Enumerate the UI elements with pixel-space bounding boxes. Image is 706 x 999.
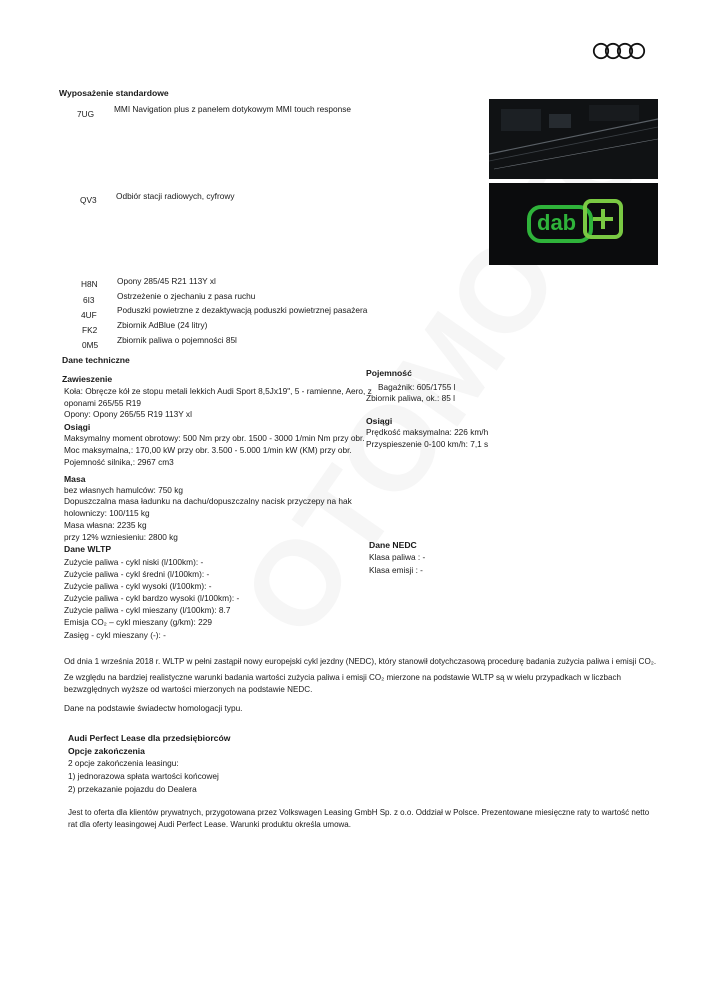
performance-right-line: Przyspieszenie 0-100 km/h: 7,1 s — [366, 439, 489, 449]
equipment-text: Odbiór stacji radiowych, cyfrowy — [116, 191, 235, 201]
wltp-note: Od dnia 1 września 2018 r. WLTP w pełni zastąpił nowy europejski cykl jezdny (NEDC), który stanowił dotychczasową procedurę badania zużycia paliwa i emisji CO₂. — [64, 657, 657, 666]
equipment-text: Zbiornik AdBlue (24 litry) — [117, 320, 208, 330]
lease-subtitle: Opcje zakończenia — [68, 746, 145, 756]
performance-line: Pojemność silnika,: 2967 cm3 — [64, 457, 174, 467]
capacity-title: Pojemność — [366, 368, 412, 378]
wltp-title: Dane WLTP — [64, 544, 112, 554]
equipment-code: 4UF — [81, 310, 97, 320]
wltp-line: Zużycie paliwa - cykl bardzo wysoki (l/100km): - — [64, 593, 240, 603]
performance-line: Maksymalny moment obrotowy: 500 Nm przy obr. 1500 - 3000 1/min Nm przy obr. — [64, 433, 365, 443]
wltp-line: Zużycie paliwa - cykl mieszany (l/100km): 8.7 — [64, 605, 231, 615]
lease-line: 2) przekazanie pojazdu do Dealera — [68, 784, 197, 794]
audi-logo — [592, 42, 646, 60]
wltp-note: bezwzględnych wyższe od wartości mierzonych na podstawie NEDC. — [64, 685, 313, 694]
wltp-line: Zużycie paliwa - cykl niski (l/100km): - — [64, 557, 204, 567]
equipment-code: H8N — [81, 279, 98, 289]
capacity-line: Zbiornik paliwa, ok.: 85 l — [366, 393, 456, 403]
equipment-text: MMI Navigation plus z panelem dotykowym MMI touch response — [114, 104, 352, 114]
performance-right-title: Osiągi — [366, 416, 393, 426]
performance-title: Osiągi — [64, 422, 91, 432]
equipment-code: QV3 — [80, 195, 97, 205]
nedc-line: Klasa paliwa : - — [369, 552, 426, 562]
suspension-line: Koła: Obręcze kół ze stopu metali lekkich Audi Sport 8,5Jx19", 5 - ramienne, Aero, z — [64, 386, 372, 396]
mass-line: Masa własna: 2235 kg — [64, 520, 147, 530]
suspension-title: Zawieszenie — [62, 374, 113, 384]
tech-title: Dane techniczne — [62, 355, 130, 365]
equipment-code: 0M5 — [82, 340, 99, 350]
lease-line: 1) jednorazowa spłata wartości końcowej — [68, 771, 219, 781]
wltp-line: Emisja CO₂ – cykl mieszany (g/km): 229 — [64, 617, 212, 627]
suspension-line: Opony: Opony 265/55 R19 113Y xl — [64, 409, 192, 419]
lease-line: 2 opcje zakończenia leasingu: — [68, 758, 179, 768]
lease-disclaimer: Jest to oferta dla klientów prywatnych, przygotowana przez Volkswagen Leasing GmbH Sp. z o.o. Oddział w Polsce. Prezentowane miesięczne raty to wartość netto — [68, 808, 650, 817]
lease-title: Audi Perfect Lease dla przedsiębiorców — [68, 733, 231, 743]
capacity-line: Bagażnik: 605/1755 l — [378, 382, 456, 392]
wltp-note: Ze względu na bardziej realistyczne warunki badania wartości zużycia paliwa i emisji CO₂ mierzone na podstawie WLTP są w wielu przypadkach w liczbach — [64, 673, 622, 682]
homologation-note: Dane na podstawie świadectw homologacji typu. — [64, 703, 243, 713]
wltp-line: Zużycie paliwa - cykl średni (l/100km): - — [64, 569, 210, 579]
nedc-title: Dane NEDC — [369, 540, 417, 550]
mass-line: przy 12% wzniesieniu: 2800 kg — [64, 532, 178, 542]
mass-title: Masa — [64, 474, 86, 484]
equipment-text: Opony 285/45 R21 113Y xl — [117, 276, 216, 286]
dab-photo — [489, 183, 658, 265]
equipment-code: FK2 — [82, 325, 98, 335]
mass-line: Dopuszczalna masa ładunku na dachu/dopuszczalny nacisk przyczepy na hak — [64, 496, 352, 506]
equipment-code: 7UG — [77, 109, 95, 119]
equipment-text: Zbiornik paliwa o pojemności 85l — [117, 335, 237, 345]
nedc-line: Klasa emisji : - — [369, 565, 423, 575]
performance-right-line: Prędkość maksymalna: 226 km/h — [366, 427, 489, 437]
equipment-text: Ostrzeżenie o zjechaniu z pasa ruchu — [117, 291, 256, 301]
wltp-line: Zużycie paliwa - cykl wysoki (l/100km): - — [64, 581, 212, 591]
dab-logo-text: dab — [537, 210, 577, 235]
equipment-text: Poduszki powietrzne z dezaktywacją poduszki powietrznej pasażera — [117, 305, 368, 315]
equipment-code: 6I3 — [83, 295, 95, 305]
equipment-title: Wyposażenie standardowe — [59, 88, 169, 98]
mmi-photo — [489, 99, 658, 179]
suspension-line: oponami 265/55 R19 — [64, 398, 142, 408]
performance-line: Moc maksymalna,: 170,00 kW przy obr. 3.500 - 5.000 1/min kW (KM) przy obr. — [64, 445, 352, 455]
mass-line: holowniczy: 100/115 kg — [64, 508, 150, 518]
wltp-line: Zasięg - cykl mieszany (-): - — [64, 630, 166, 640]
lease-disclaimer: rat dla oferty leasingowej Audi Perfect Lease. Warunki produktu określa umowa. — [68, 820, 351, 829]
mass-line: bez własnych hamulców: 750 kg — [64, 485, 183, 495]
